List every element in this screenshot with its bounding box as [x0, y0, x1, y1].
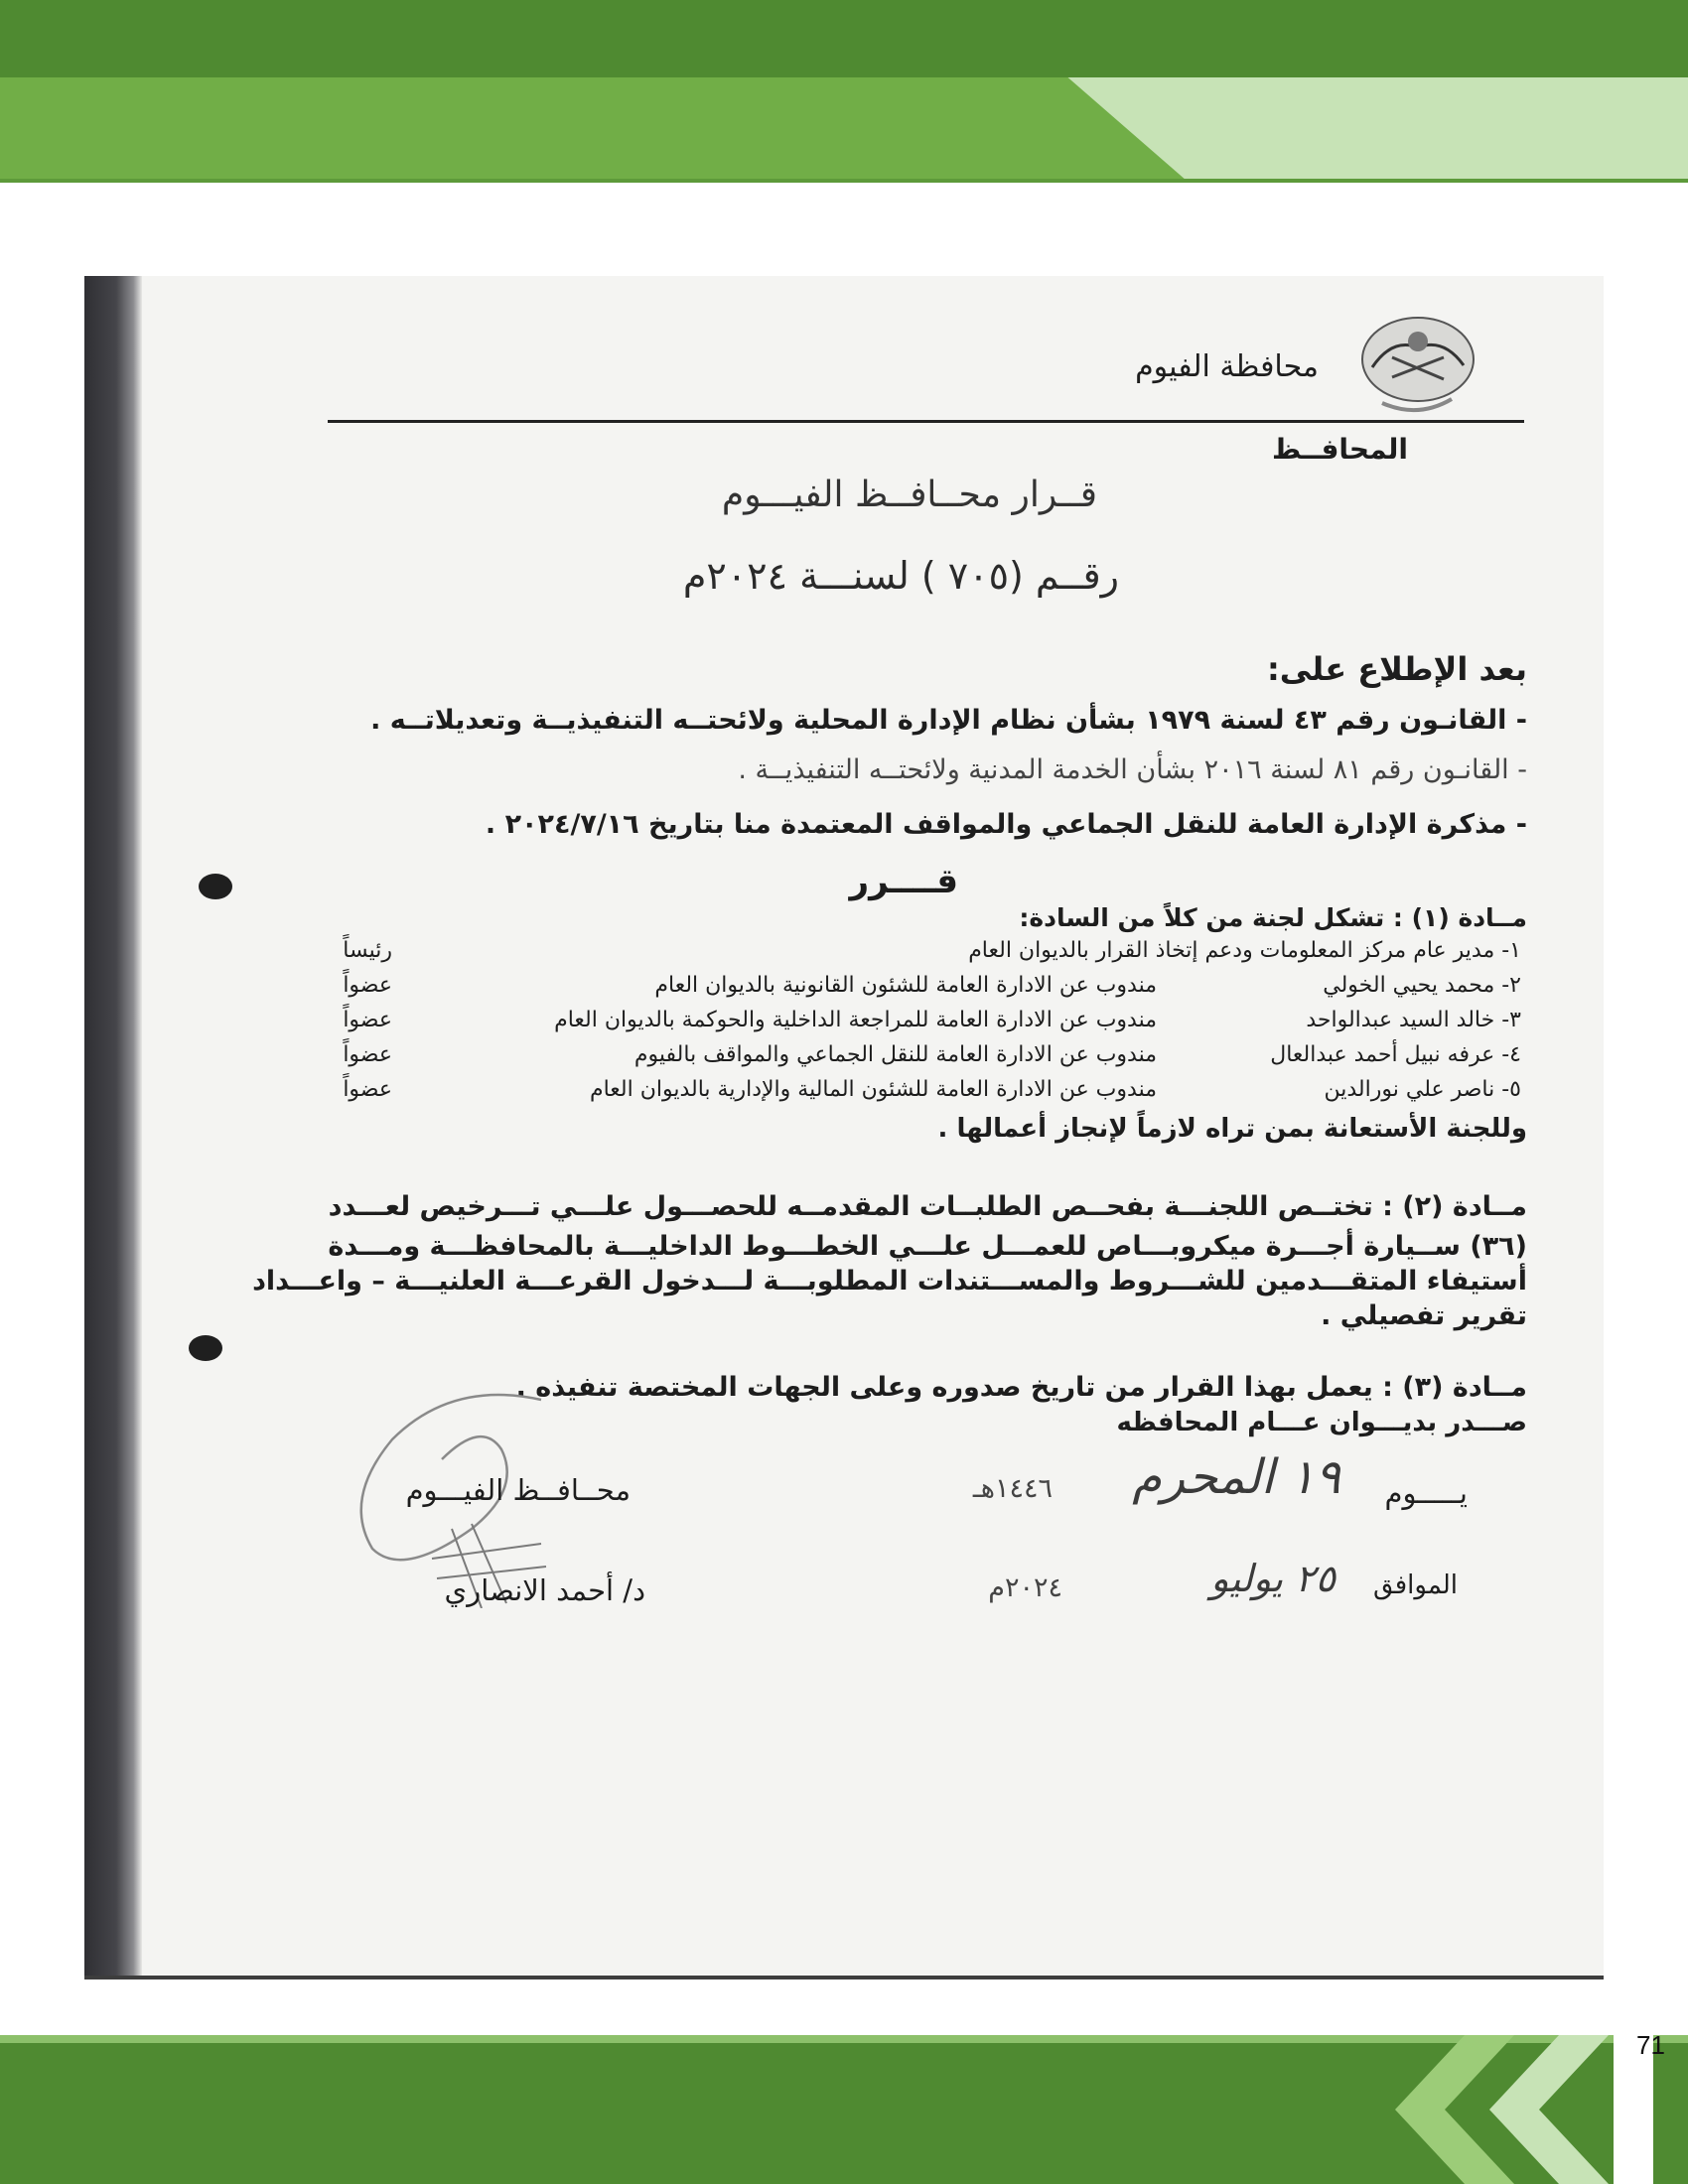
preamble-heading: بعد الإطلاع على:	[1266, 650, 1527, 688]
article-2-line: (٣٦) ســيارة أجـــرة ميكروبـــاص للعمـــل علـــي الخطـــوط الداخليـــة بالمحافظـــة ومـــدة	[328, 1231, 1527, 1262]
decree-title: قــرار محــافــظ الفيـــوم	[721, 475, 1097, 515]
office-label: المحافــظ	[1271, 433, 1408, 466]
decree-number: رقــم (٧٠٥ ) لسنـــة ٢٠٢٤م	[682, 554, 1119, 598]
article-1-closing: وللجنة الأستعانة بمن تراه لازماً لإنجاز أعمالها .	[937, 1114, 1527, 1144]
member-name: ٣- خالد السيد عبدالواحد	[1306, 1008, 1521, 1032]
corresponding-handwritten: ٢٥ يوليو	[1210, 1557, 1336, 1600]
corresponding-label: الموافق	[1373, 1570, 1458, 1600]
article-2-line: تقرير تفصيلي .	[1321, 1300, 1527, 1331]
member-role: مندوب عن الادارة العامة للنقل الجماعي والمواقف بالفيوم	[633, 1042, 1157, 1067]
member-status: عضواً	[343, 1008, 392, 1032]
header-rule	[328, 420, 1524, 423]
header-band-rule	[0, 179, 1688, 183]
member-status: رئيساً	[343, 938, 392, 963]
hijri-year: ١٤٤٦هـ	[972, 1473, 1053, 1504]
decided-label: قــــرر	[849, 862, 958, 901]
member-name: ١- مدير عام مركز المعلومات ودعم إتخاذ القرار بالديوان العام	[968, 938, 1521, 963]
scan-dark-edge	[84, 276, 142, 1976]
governorate-name: محافظة الفيوم	[1135, 349, 1319, 384]
article-3: مــادة (٣) : يعمل بهذا القرار من تاريخ صدوره وعلى الجهات المختصة تنفيذه .	[515, 1372, 1527, 1403]
punch-hole	[199, 874, 232, 899]
member-role: مندوب عن الادارة العامة للمراجعة الداخلية والحوكمة بالديوان العام	[554, 1008, 1157, 1032]
signatory-name: د/ أحمد الانصاري	[444, 1573, 645, 1607]
signatory-title: محــافــظ الفيـــوم	[405, 1473, 631, 1507]
article-2-line: أستيفاء المتقـــدمين للشـــروط والمســـتندات المطلوبـــة لـــدخول القرعـــة العلنيـــة – واعـــداد	[252, 1266, 1527, 1297]
governorate-seal-icon	[1352, 308, 1481, 419]
article-2-line: مــادة (٢) : تختــص اللجنـــة بفحــص الطلبــات المقدمــه للحصـــول علـــي تـــرخيص لعـــدد	[328, 1191, 1527, 1222]
day-label: يـــــوم	[1384, 1476, 1468, 1510]
day-handwritten: ١٩ المحرم	[1132, 1449, 1340, 1505]
preamble-line: - القانـون رقم ٤٣ لسنة ١٩٧٩ بشأن نظام الإدارة المحلية ولائحتــه التنفيذيــة وتعديلاتــه .	[370, 705, 1527, 736]
header-band-dark	[0, 0, 1688, 77]
member-status: عضواً	[343, 1042, 392, 1067]
member-status: عضواً	[343, 973, 392, 998]
member-role: مندوب عن الادارة العامة للشئون المالية والإدارية بالديوان العام	[589, 1077, 1157, 1102]
article-1-heading: مــادة (١) : تشكل لجنة من كلاً من السادة:	[1019, 903, 1527, 932]
page-number: 71	[1636, 2030, 1665, 2060]
member-name: ٤- عرفه نبيل أحمد عبدالعال	[1270, 1042, 1521, 1067]
issued-line: صـــدر بديـــوان عـــام المحافظه	[1116, 1408, 1527, 1437]
member-status: عضواً	[343, 1077, 392, 1102]
member-name: ٥- ناصر علي نورالدين	[1324, 1077, 1521, 1102]
double-chevron-left-icon	[1385, 2020, 1653, 2184]
member-name: ٢- محمد يحيي الخولي	[1323, 973, 1521, 998]
preamble-line: - مذكرة الإدارة العامة للنقل الجماعي والمواقف المعتمدة منا بتاريخ ٢٠٢٤/٧/١٦ .	[485, 809, 1527, 840]
gregorian-year: ٢٠٢٤م	[988, 1572, 1062, 1603]
punch-hole	[189, 1335, 222, 1361]
header-band-green	[0, 77, 1187, 181]
member-role: مندوب عن الادارة العامة للشئون القانونية بالديوان العام	[654, 973, 1157, 998]
preamble-line: - القانـون رقم ٨١ لسنة ٢٠١٦ بشأن الخدمة المدنية ولائحتــه التنفيذيــة .	[738, 754, 1527, 785]
